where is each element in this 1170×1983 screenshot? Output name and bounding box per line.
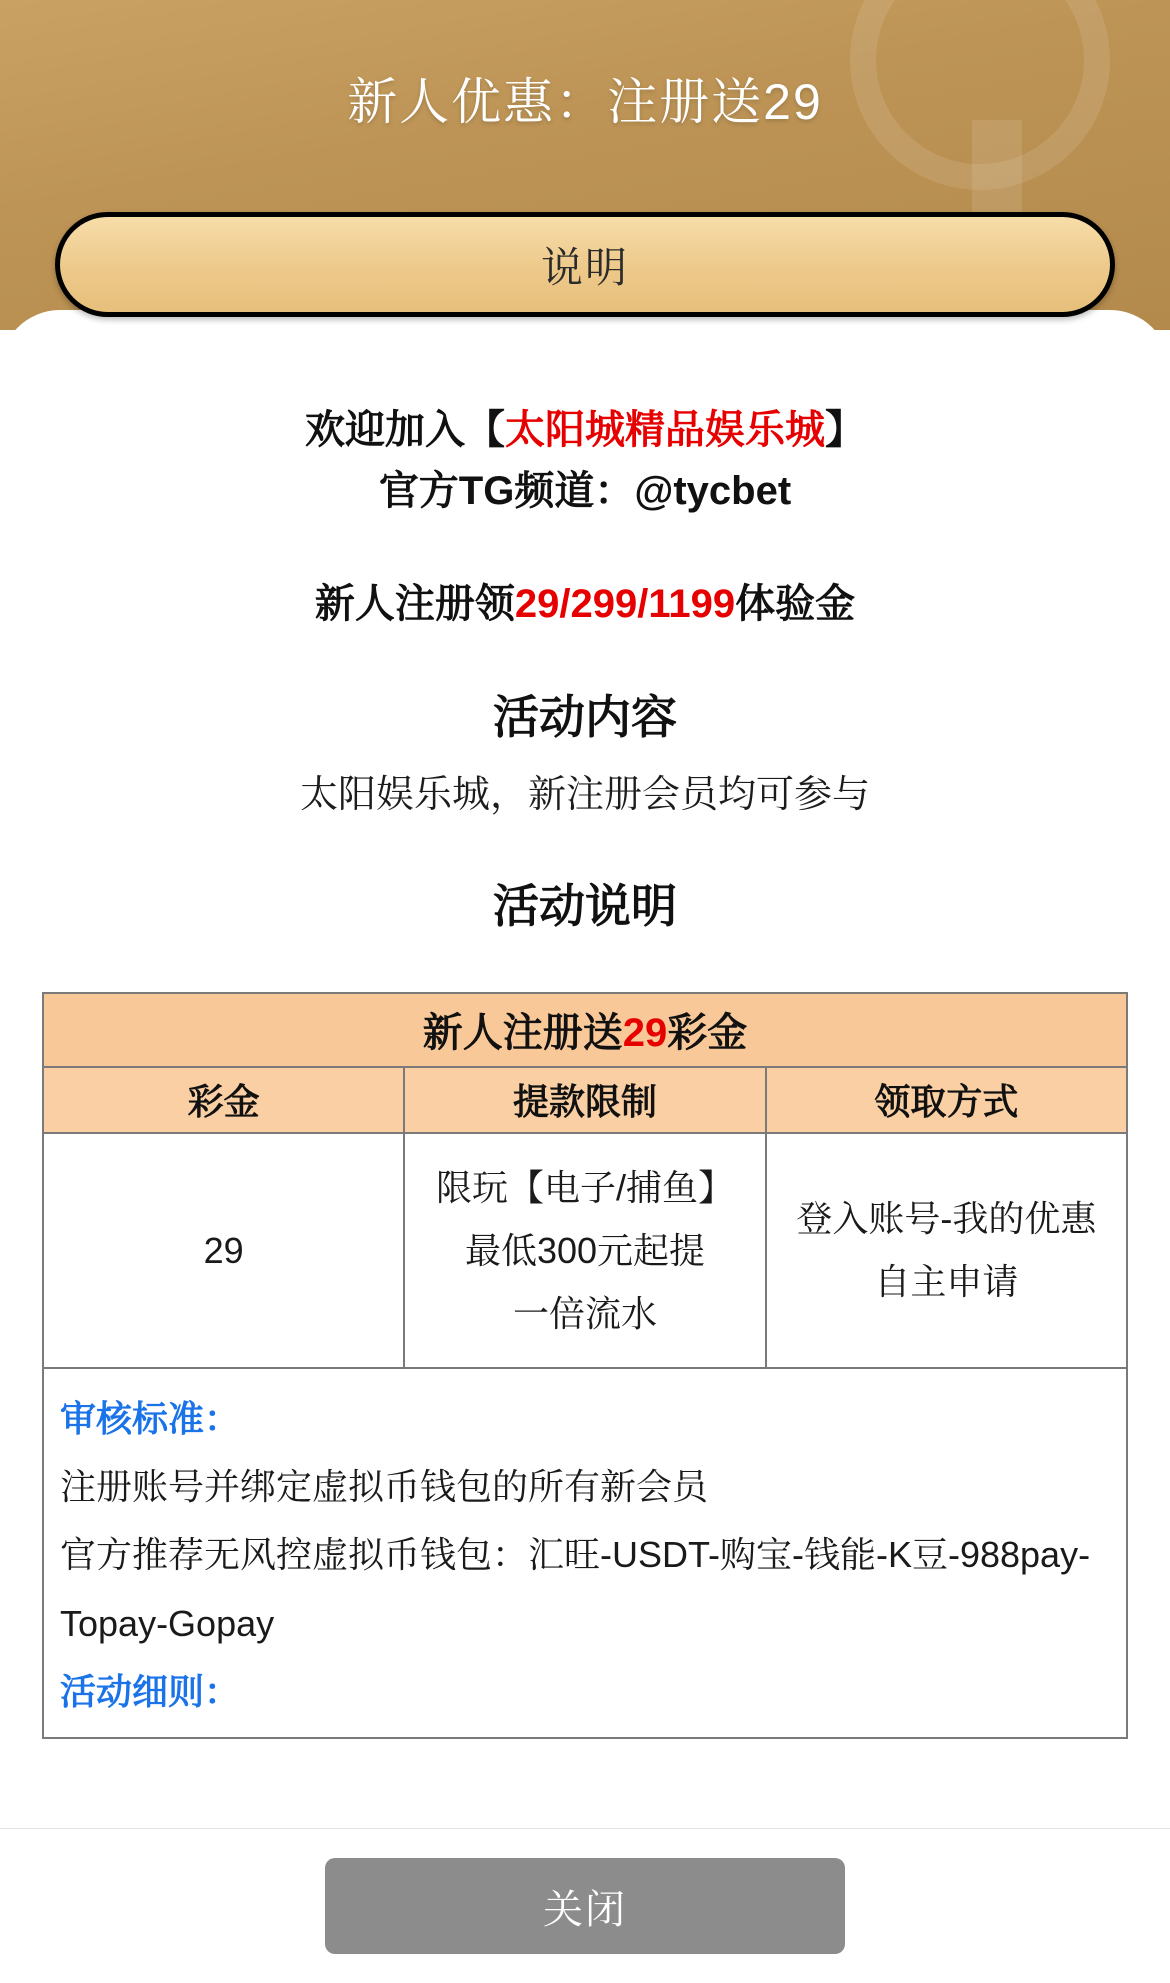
column-header-claim-method: 领取方式 (766, 1067, 1127, 1133)
note-rules-heading: 活动细则： (60, 1671, 241, 1713)
table-title-suffix: 彩金 (667, 1011, 748, 1056)
spacer (42, 522, 1128, 572)
limit-line-1: 限玩【电子/捕鱼】 (435, 1166, 734, 1208)
column-header-amount: 彩金 (43, 1067, 404, 1133)
welcome-line (42, 400, 1128, 461)
table-header-row (43, 1067, 1127, 1133)
promotion-table (42, 992, 1128, 1369)
tab-instructions[interactable] (55, 212, 1115, 317)
cell-amount: 29 (43, 1133, 404, 1368)
bonus-line (42, 572, 1128, 629)
column-header-withdraw-limit: 提款限制 (404, 1067, 765, 1133)
table-title-prefix: 新人注册送 (422, 1011, 623, 1056)
table-row (43, 1133, 1127, 1368)
page-title: 新人优惠：注册送29 (347, 74, 823, 130)
bonus-suffix: 体验金 (735, 581, 856, 626)
note-audit-text-2: 官方推荐无风控虚拟币钱包：汇旺-USDT-购宝-钱能-K豆-988pay- (60, 1534, 1091, 1576)
bonus-amounts: 29/299/1199 (514, 581, 736, 626)
claim-line-1: 登入账号-我的优惠 (796, 1198, 1097, 1240)
dialog-footer (0, 1828, 1170, 1983)
welcome-suffix: 】 (825, 408, 865, 452)
note-audit-text-3: Topay-Gopay (60, 1602, 275, 1644)
telegram-channel-line: 官方TG频道：@tycbet (378, 468, 792, 513)
note-audit-text-1: 注册账号并绑定虚拟币钱包的所有新会员 (60, 1465, 709, 1507)
promotion-content (0, 350, 1170, 1820)
activity-content-text: 太阳娱乐城，新注册会员均可参与 (299, 773, 870, 816)
bonus-prefix: 新人注册领 (314, 581, 515, 626)
activity-content-title: 活动内容 (493, 690, 677, 743)
welcome-prefix: 欢迎加入【 (305, 408, 505, 452)
tab-instructions-label: 说明 (540, 243, 629, 291)
close-button[interactable]: 关闭 (325, 1858, 845, 1954)
table-notes (42, 1369, 1128, 1739)
cell-claim-method (766, 1133, 1127, 1368)
claim-line-2: 自主申请 (874, 1261, 1019, 1303)
note-audit-heading: 审核标准： (60, 1397, 241, 1439)
limit-line-3: 一倍流水 (512, 1292, 657, 1334)
cell-withdraw-limit (404, 1133, 765, 1368)
table-title-amount: 29 (622, 1011, 668, 1056)
limit-line-2: 最低300元起提 (464, 1229, 706, 1271)
table-title-cell (43, 993, 1127, 1067)
table-title-row (43, 993, 1127, 1067)
activity-rules-title: 活动说明 (493, 879, 677, 932)
welcome-brand: 太阳城精品娱乐城 (505, 408, 825, 452)
